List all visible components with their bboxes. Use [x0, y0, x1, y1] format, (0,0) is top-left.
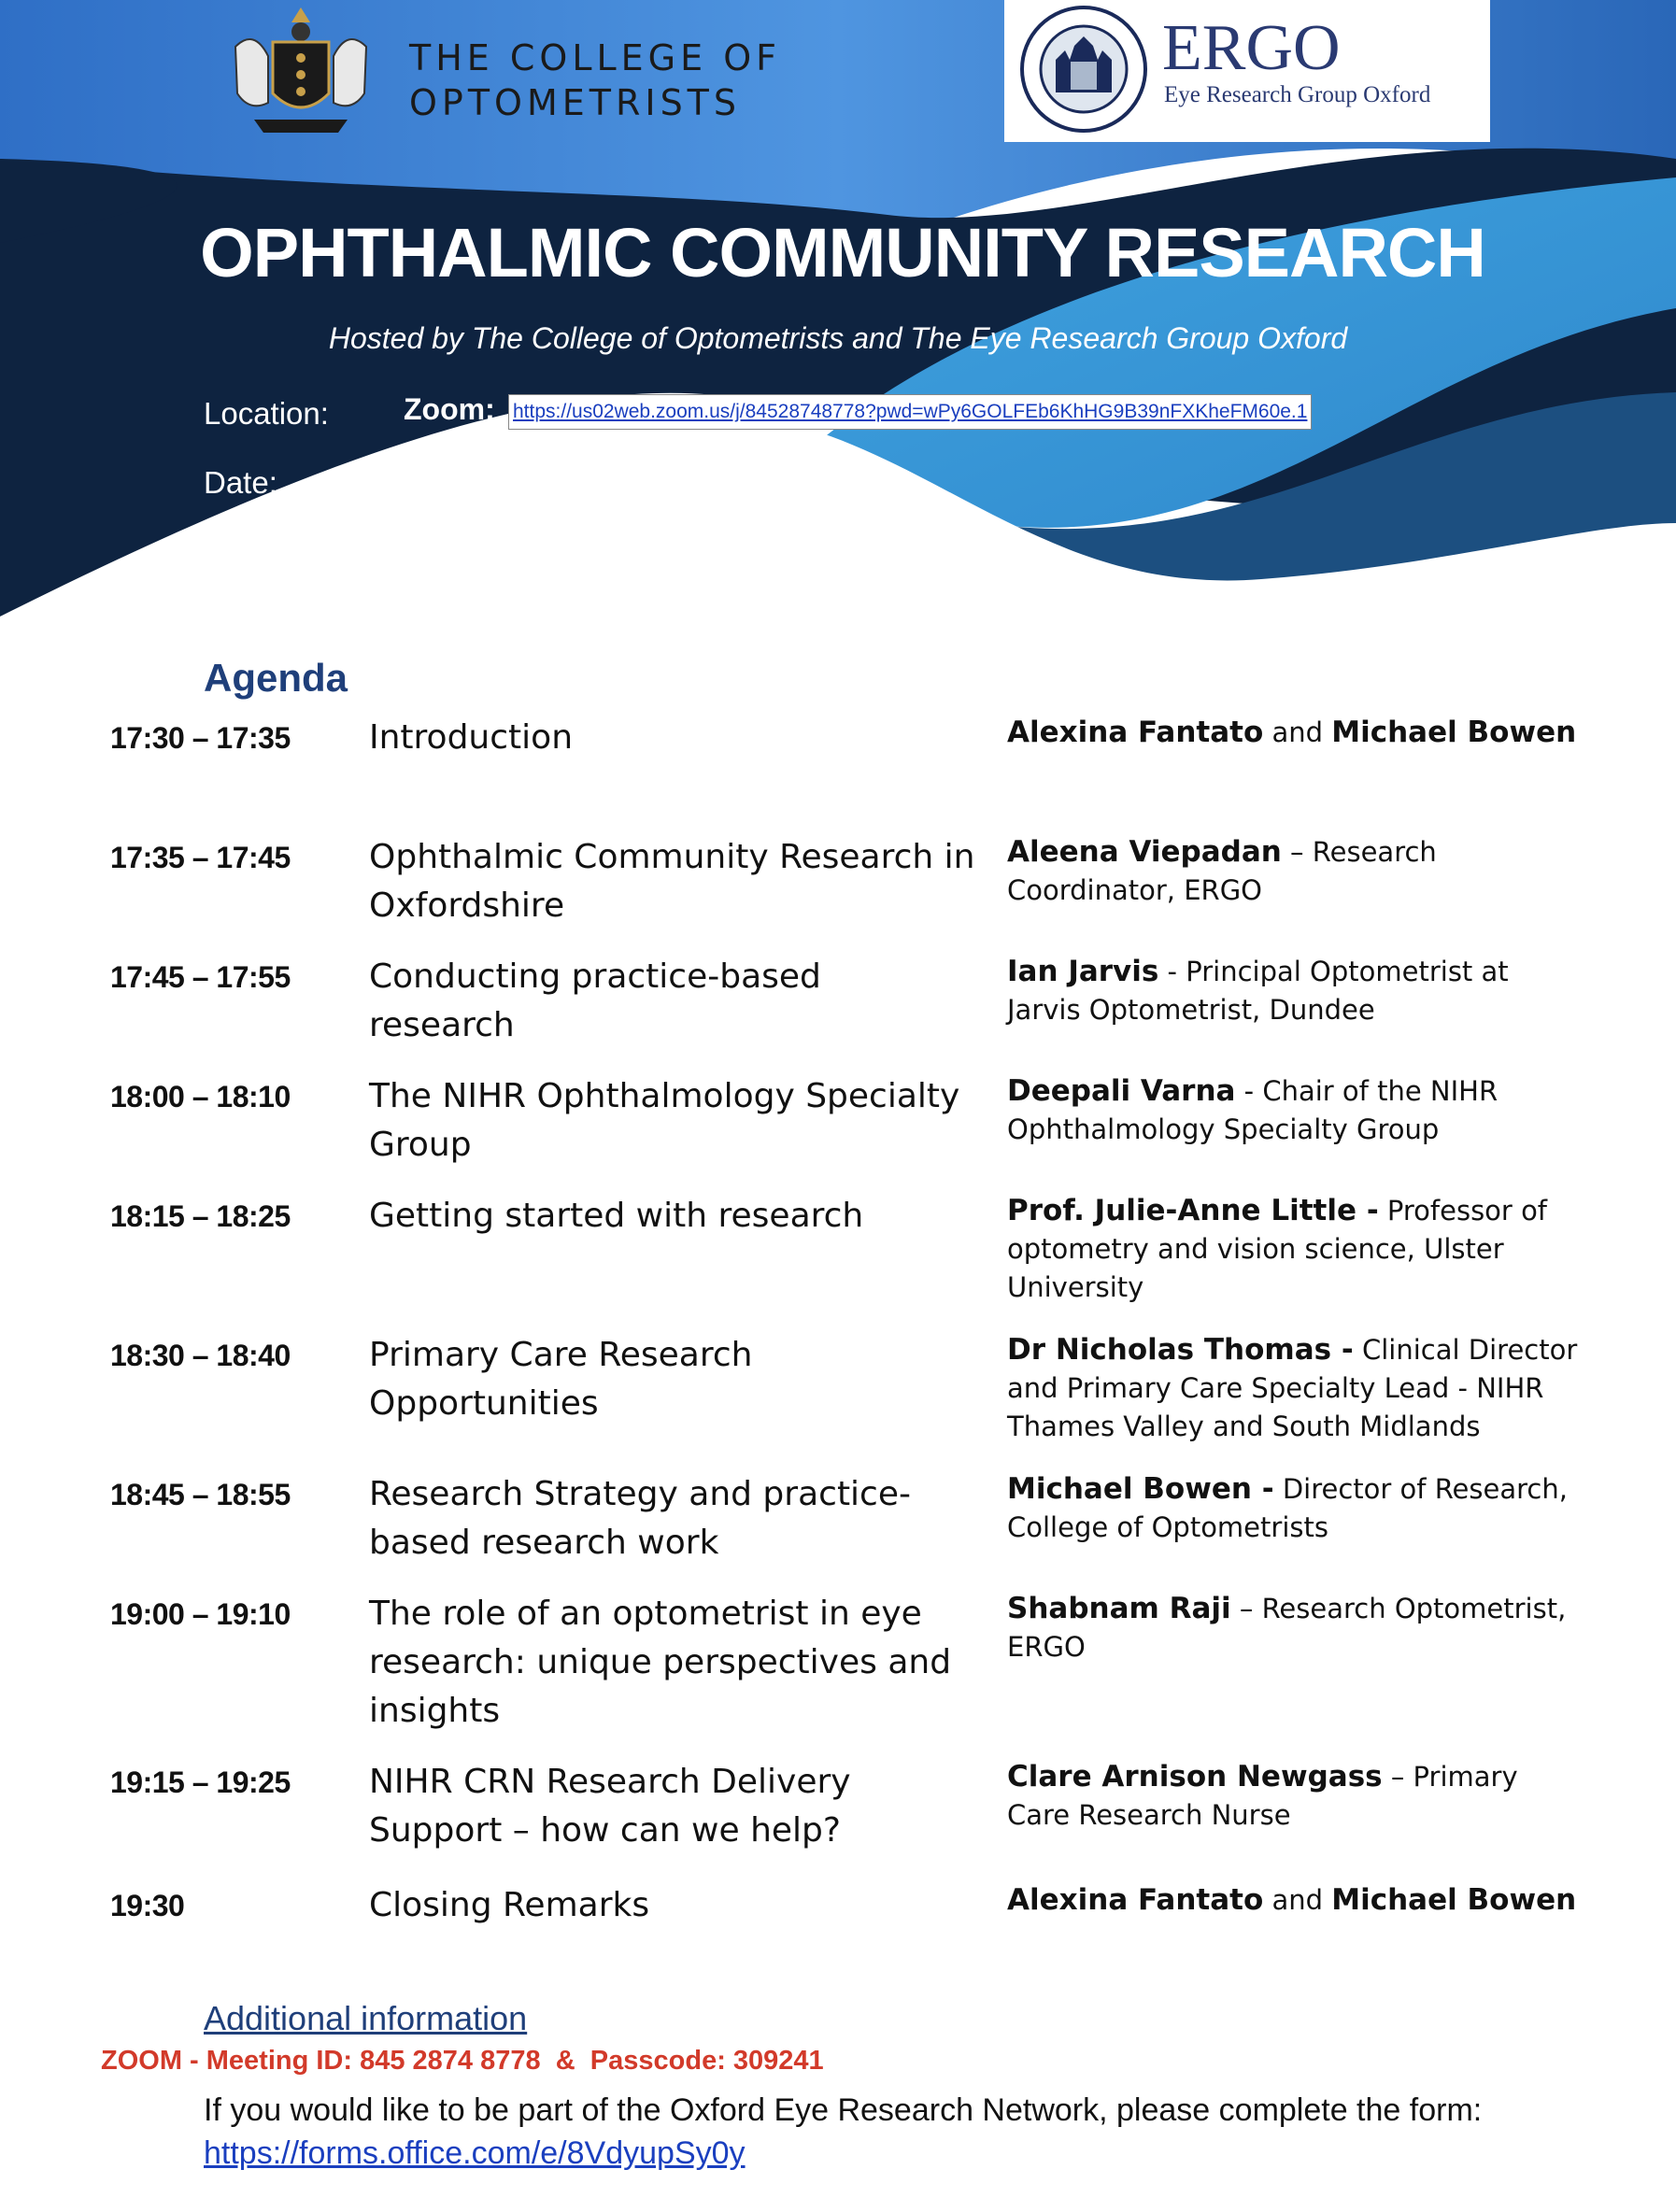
ergo-subtitle: Eye Research Group Oxford	[1164, 82, 1431, 107]
agenda-time: 19:30	[110, 1889, 185, 1922]
agenda-speaker	[1007, 1590, 1586, 1666]
agenda-speaker	[1007, 833, 1586, 910]
time-value: 17:30 – 19:30	[405, 531, 591, 564]
speaker-connector: and	[1263, 1884, 1332, 1916]
event-title: OPHTHALMIC COMMUNITY RESEARCH	[200, 214, 1485, 291]
speaker-role: Clinical Director and Primary Care Specialty Lead - NIHR Thames Valley and South Midlands	[1007, 1334, 1578, 1442]
agenda-time: 18:15 – 18:25	[110, 1199, 291, 1233]
agenda-speaker	[1007, 953, 1586, 1029]
date-rest: June 2024	[517, 461, 670, 495]
agenda-time: 18:45 – 18:55	[110, 1478, 291, 1511]
zoom-link[interactable]: https://us02web.zoom.us/j/84528748778?pwd=wPy6GOLFEb6KhHG9B39nFXKheFM60e.1	[508, 394, 1312, 430]
speaker-role: – Primary Care Research Nurse	[1007, 1761, 1518, 1831]
agenda-session-title: Conducting practice-based research	[369, 957, 821, 1044]
agenda-time: 17:35 – 17:45	[110, 841, 291, 874]
speaker-name: Shabnam Raji	[1007, 1592, 1231, 1625]
speaker-role: Professor of optometry and vision science, Ulster University	[1007, 1195, 1548, 1303]
date-prefix: Mon 24	[398, 461, 502, 495]
speaker-name: Dr Nicholas Thomas -	[1007, 1333, 1354, 1367]
form-link[interactable]: https://forms.office.com/e/8VdyupSy0y	[204, 2135, 746, 2171]
zoom-meeting-details: ZOOM - Meeting ID: 845 2874 8778 & Passcode: 309241	[101, 2046, 824, 2076]
agenda-time: 19:00 – 19:10	[110, 1597, 291, 1631]
agenda-speaker	[1007, 1072, 1586, 1149]
network-text: If you would like to be part of the Oxford Eye Research Network, please complete the form:	[204, 2092, 1483, 2128]
agenda-session-title: NIHR CRN Research Delivery Support – how can we help?	[369, 1763, 851, 1850]
speaker-connector: and	[1263, 716, 1332, 748]
agenda-session-title: Primary Care Research Opportunities	[369, 1336, 753, 1423]
college-name-line2: OPTOMETRISTS	[409, 82, 742, 123]
speaker-name: Aleena Viepadan	[1007, 835, 1282, 869]
agenda-speaker	[1007, 1331, 1586, 1446]
speaker-name: Clare Arnison Newgass	[1007, 1760, 1383, 1794]
agenda-speaker	[1007, 1470, 1586, 1547]
speaker-name-2: Michael Bowen	[1331, 1883, 1577, 1917]
agenda-speaker	[1007, 714, 1586, 752]
college-name	[409, 35, 781, 125]
agenda-heading: Agenda	[204, 656, 348, 700]
speaker-role: – Research Optometrist, ERGO	[1007, 1593, 1567, 1663]
speaker-name: Ian Jarvis	[1007, 955, 1159, 988]
speaker-name: Prof. Julie-Anne Little -	[1007, 1194, 1379, 1227]
speaker-name: Deepali Varna	[1007, 1074, 1236, 1108]
zoom-label: Zoom:	[404, 392, 495, 426]
agenda-time: 18:30 – 18:40	[110, 1339, 291, 1372]
agenda-time: 17:30 – 17:35	[110, 721, 291, 755]
speaker-role: – Research Coordinator, ERGO	[1007, 836, 1437, 906]
time-label: Time:	[204, 534, 280, 569]
date-label: Date:	[204, 465, 277, 500]
speaker-name: Alexina Fantato	[1007, 1883, 1264, 1917]
date-suffix: th	[501, 459, 518, 478]
date-value	[398, 461, 670, 496]
agenda-speaker	[1007, 1192, 1586, 1307]
agenda-session-title: Introduction	[369, 718, 574, 757]
college-crest-logo	[217, 0, 385, 140]
agenda-session-title: Getting started with research	[369, 1197, 864, 1235]
oxford-eye-hospital-seal-icon	[1018, 4, 1149, 135]
agenda-session-title: Closing Remarks	[369, 1886, 650, 1924]
network-invitation	[204, 2089, 1512, 2175]
agenda-session-title: The NIHR Ophthalmology Specialty Group	[369, 1077, 960, 1164]
speaker-name: Michael Bowen -	[1007, 1472, 1274, 1506]
hosted-by: Hosted by The College of Optometrists and The Eye Research Group Oxford	[328, 321, 1348, 355]
agenda-speaker	[1007, 1758, 1586, 1835]
speaker-role: - Chair of the NIHR Ophthalmology Specialty Group	[1007, 1075, 1498, 1145]
agenda-session-title: Ophthalmic Community Research in Oxfordshire	[369, 838, 975, 925]
agenda-time: 17:45 – 17:55	[110, 960, 291, 994]
agenda-speaker	[1007, 1881, 1586, 1920]
additional-information-link[interactable]: Additional information	[204, 1999, 528, 2037]
speaker-name-2: Michael Bowen	[1331, 716, 1577, 749]
speaker-role: - Principal Optometrist at Jarvis Optometrist, Dundee	[1007, 956, 1509, 1026]
agenda-session-title: The role of an optometrist in eye research: unique perspectives and insights	[369, 1595, 952, 1730]
speaker-role: Director of Research, College of Optometrists	[1007, 1473, 1568, 1543]
college-name-line1: THE COLLEGE OF	[409, 37, 781, 78]
location-label: Location:	[204, 396, 329, 431]
speaker-name: Alexina Fantato	[1007, 716, 1264, 749]
ergo-title: ERGO	[1162, 12, 1341, 84]
agenda-time: 18:00 – 18:10	[110, 1080, 291, 1113]
agenda-session-title: Research Strategy and practice-based research work	[369, 1475, 911, 1562]
agenda-time: 19:15 – 19:25	[110, 1765, 291, 1799]
